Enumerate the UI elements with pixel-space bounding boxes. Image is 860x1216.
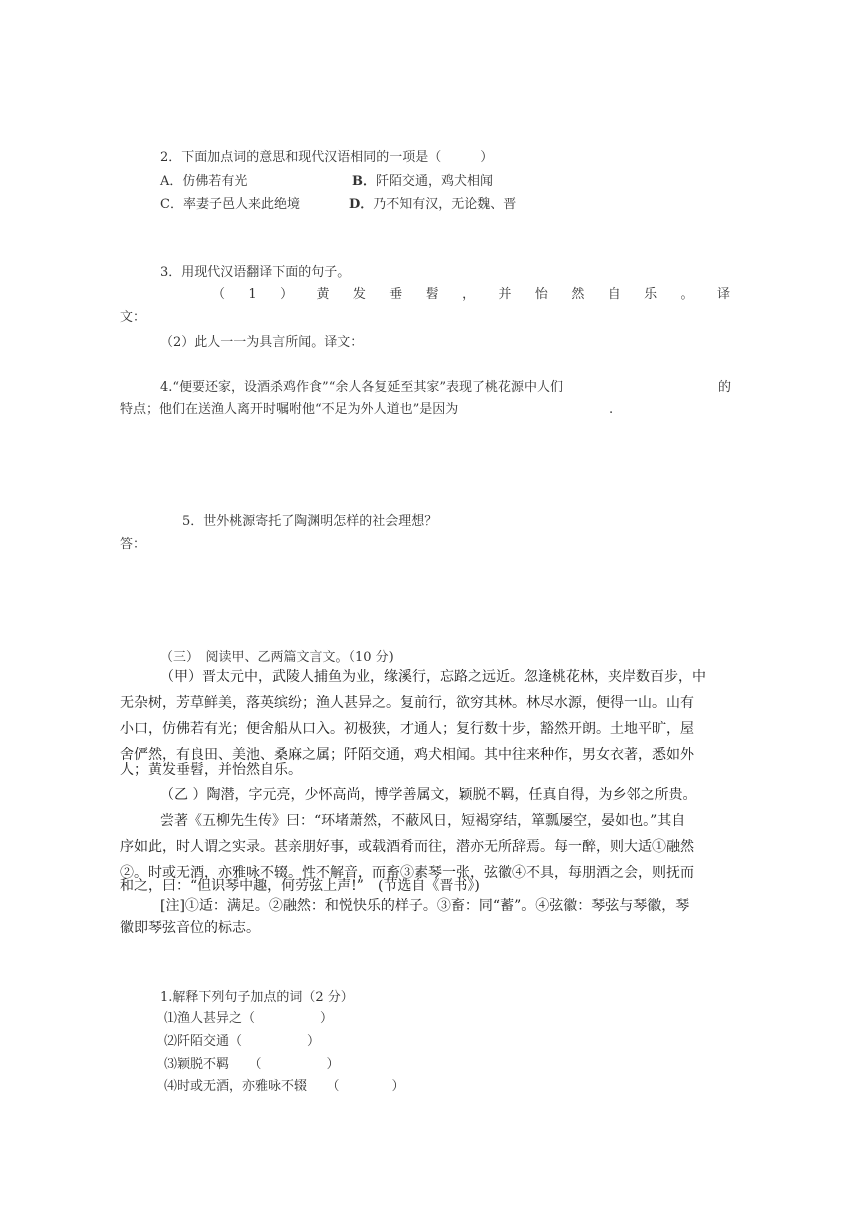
q3-token: 髫 [425, 287, 439, 302]
yi-passage-line: （乙 ）陶潜，字元亮，少怀高尚，博学善属文，颖脱不羁，任真自得，为乡邻之所贵。 [160, 787, 697, 803]
q3-token: 怡 [534, 287, 548, 302]
q4-line-2-end: . [609, 402, 614, 417]
q3-token: 然 [571, 287, 585, 302]
q5-stem: 5．世外桃源寄托了陶渊明怎样的社会理想？ [182, 514, 438, 529]
q3-token: 垂 [389, 287, 403, 302]
subq1-item: ⑶颖脱不羁 （ ） [164, 1057, 340, 1072]
option-d-text: 乃不知有汉，无论魏、晋 [373, 197, 517, 212]
q3-token: ） [280, 287, 294, 302]
q4-line-1: 4.“便要还家，设酒杀鸡作食”“余人各复延至其家”表现了桃花源中人们 [160, 380, 563, 395]
q3-token: 1 [248, 287, 257, 302]
option-d-label: D． [349, 197, 374, 212]
q3-stem: 3．用现代汉语翻译下面的句子。 [160, 265, 351, 280]
subq1-item: ⑷时或无酒，亦雅咏不辍 （ ） [164, 1079, 405, 1094]
q3-token: 。 [680, 287, 694, 302]
q3-sentence-2: （2）此人一一为具言所闻。译文： [160, 335, 364, 350]
yi-passage-line: ②。时或无酒，亦雅咏不辍。性不解音，而畜③素琴一张，弦徽④不具，每朋酒之会，则抚而 [120, 865, 694, 881]
jia-passage-line: 人；黄发垂髫，并怡然自乐。 [120, 762, 302, 778]
option-b-label: B． [352, 174, 376, 189]
yi-passage-line: 序如此，时人谓之实录。甚亲朋好事，或载酒肴而往，潜亦无所辞焉。每一醉，则大适①融然 [120, 839, 694, 855]
jia-passage-line: 舍俨然，有良田、美池、桑麻之属；阡陌交通，鸡犬相闻。其中往来种作，男女衣著，悉如外 [120, 747, 694, 763]
jia-passage-line: （甲）晋太元中，武陵人捕鱼为业，缘溪行，忘路之远近。忽逢桃花林，夹岸数百步，中 [160, 669, 706, 685]
q2-option-c: C．率妻子邑人来此绝境 [160, 197, 300, 212]
q2-option-d [349, 195, 516, 215]
yi-passage-line: 和之，曰：“但识琴中趣，何劳弦上声!” (节选自《晋书》) [120, 878, 480, 894]
q3-token: 自 [607, 287, 621, 302]
notes-line: [注]①适：满足。②融然：和悦快乐的样子。③畜：同“蓄”。④弦徽：琴弦与琴徽，琴 [160, 898, 690, 914]
notes-line: 徽即琴弦音位的标志。 [120, 920, 260, 936]
q3-token: ， [462, 287, 476, 302]
section-3-heading: （三） 阅读甲、乙两篇文言文。（10 分) [160, 650, 394, 665]
q3-token: 黄 [316, 287, 330, 302]
subq1-item: ⑵阡陌交通（ ） [164, 1034, 321, 1049]
option-b-text: 阡陌交通，鸡犬相闻 [376, 174, 494, 189]
q3-token: 乐 [644, 287, 658, 302]
q2-stem: 2．下面加点词的意思和现代汉语相同的一项是（ ） [160, 150, 494, 165]
subq1-item: ⑴渔人甚异之（ ） [164, 1011, 334, 1026]
q3-token: 发 [352, 287, 366, 302]
q3-token: （ [212, 287, 226, 302]
q3-sentence-1 [212, 285, 730, 305]
q4-line-2: 特点；他们在送渔人离开时嘱咐他“不足为外人道也”是因为 [120, 402, 459, 417]
subq1-stem: 1.解释下列句子加点的词（2 分） [160, 990, 354, 1005]
jia-passage-line: 小口，仿佛若有光；便舍船从口入。初极狭，才通人；复行数十步，豁然开朗。土地平旷，屋 [120, 721, 694, 737]
q3-sentence-1-tail: 文： [120, 310, 147, 325]
q2-option-a: A．仿佛若有光 [160, 174, 248, 189]
q2-option-b [352, 172, 493, 192]
q4-line-1-end: 的 [718, 380, 732, 395]
q5-answer-label: 答： [120, 537, 147, 552]
jia-passage-line: 无杂树，芳草鲜美，落英缤纷；渔人甚异之。复前行，欲穷其林。林尽水源，便得一山。山有 [120, 695, 694, 711]
q3-token: 译 [716, 287, 730, 302]
yi-passage-line: 尝著《五柳先生传》曰：“环堵萧然，不蔽风日，短褐穿结，箪瓢屡空，晏如也。”其自 [160, 813, 686, 829]
q3-token: 并 [498, 287, 512, 302]
